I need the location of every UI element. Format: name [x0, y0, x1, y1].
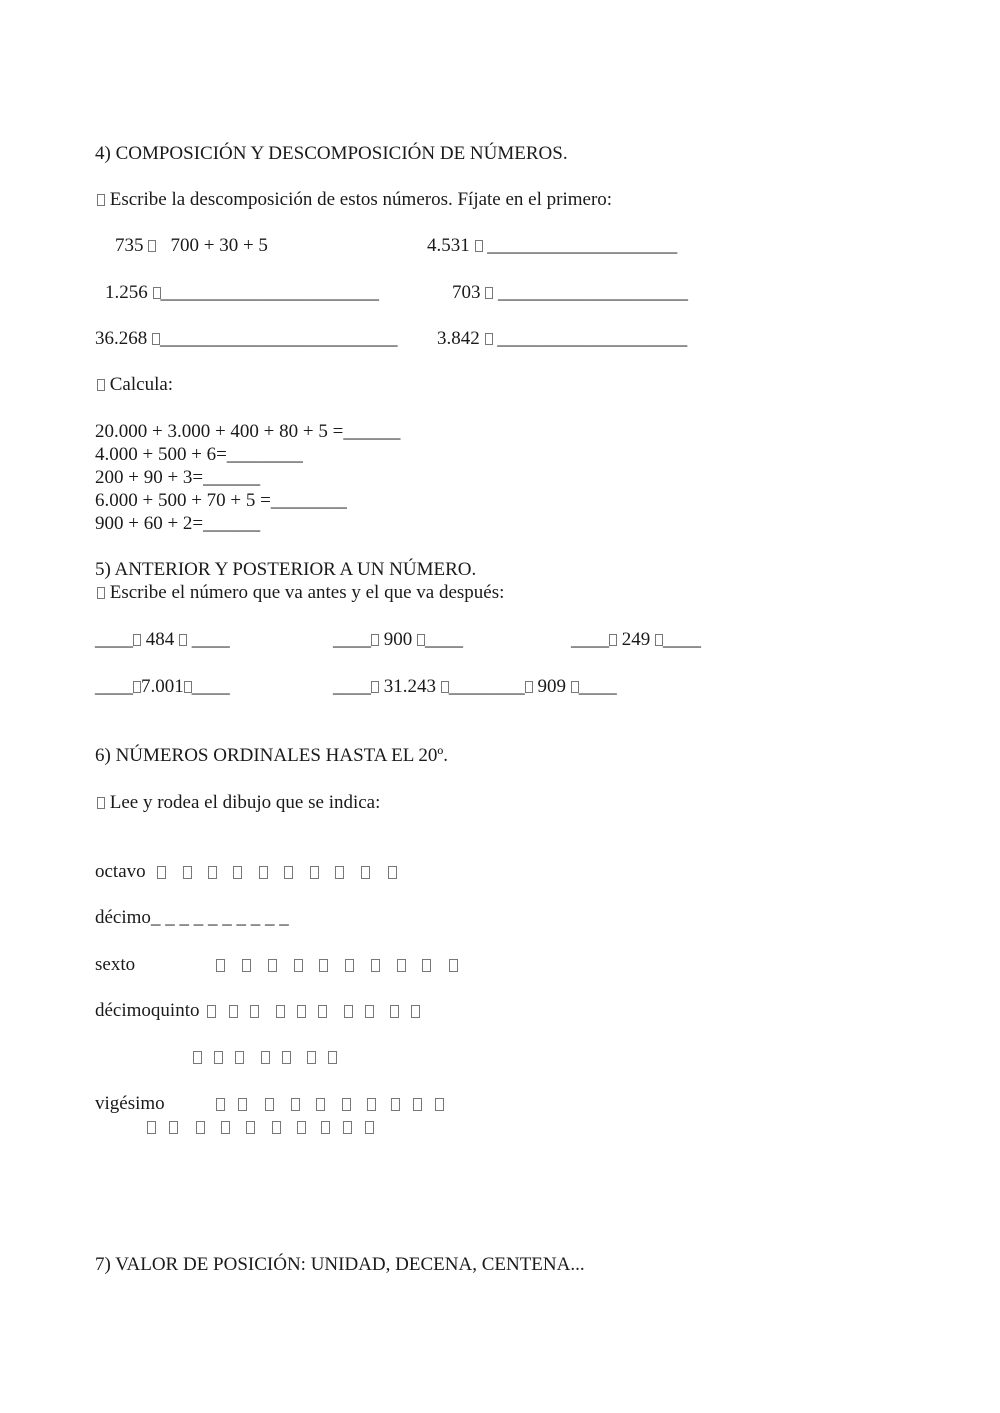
picture-icon[interactable]: [342, 1098, 351, 1111]
sequence-item[interactable]: ____ 31.243 ________ 909 ____: [333, 676, 617, 697]
decomp-row-2-right: 703 ____________________: [452, 282, 688, 303]
picture-icon[interactable]: [449, 959, 458, 972]
picture-icon[interactable]: [216, 1098, 225, 1111]
arrow-icon: [475, 240, 483, 252]
calc-line[interactable]: 4.000 + 500 + 6=________: [95, 444, 303, 465]
picture-icon[interactable]: [321, 1121, 330, 1134]
decomp-row-1-right: 4.531 ____________________: [427, 235, 678, 256]
arrow-icon: [371, 681, 379, 693]
section-7-title: 7) VALOR DE POSICIÓN: UNIDAD, DECENA, CENTENA...: [95, 1254, 585, 1275]
picture-icon[interactable]: [318, 1005, 327, 1018]
picture-icon[interactable]: [242, 959, 251, 972]
label-sexto: sexto: [95, 954, 136, 975]
picture-icon[interactable]: [291, 1098, 300, 1111]
picture-icon[interactable]: [233, 866, 242, 879]
picture-icon[interactable]: [229, 1005, 238, 1018]
picture-icon[interactable]: [411, 1005, 420, 1018]
picture-icon[interactable]: [388, 866, 397, 879]
calc-line[interactable]: 20.000 + 3.000 + 400 + 80 + 5 =______: [95, 421, 401, 442]
decimo-blank-line: _ _ _ _ _ _ _ _ _ _: [150, 907, 289, 928]
answer-blank[interactable]: _________________________: [160, 328, 398, 349]
picture-icon[interactable]: [345, 959, 354, 972]
picture-icon[interactable]: [335, 866, 344, 879]
decomp-row-2-left: 1.256 _______________________: [105, 282, 379, 303]
picture-icon[interactable]: [365, 1005, 374, 1018]
bullet-icon: [97, 379, 105, 391]
arrow-icon: [441, 681, 449, 693]
picture-icon[interactable]: [365, 1121, 374, 1134]
picture-icon[interactable]: [435, 1098, 444, 1111]
section-4-instruction: Escribe la descomposición de estos números. Fíjate en el primero:: [97, 189, 612, 211]
arrow-icon: [153, 287, 161, 299]
picture-icon[interactable]: [214, 1051, 223, 1064]
sequence-item[interactable]: ____ 7.001 ____: [95, 676, 230, 697]
label-decimoquinto: décimoquinto: [95, 1000, 200, 1021]
calc-line[interactable]: 200 + 90 + 3=______: [95, 467, 261, 488]
picture-icon[interactable]: [169, 1121, 178, 1134]
picture-icon[interactable]: [157, 866, 166, 879]
picture-icon[interactable]: [390, 1005, 399, 1018]
bullet-icon: [97, 587, 105, 599]
picture-icon[interactable]: [272, 1121, 281, 1134]
sequence-item[interactable]: ____ 900 ____: [333, 629, 463, 650]
label-vigesimo: vigésimo: [95, 1093, 165, 1114]
picture-icon[interactable]: [328, 1051, 337, 1064]
picture-icon[interactable]: [391, 1098, 400, 1111]
picture-icon[interactable]: [196, 1121, 205, 1134]
label-octavo: octavo: [95, 861, 146, 882]
picture-icon[interactable]: [343, 1121, 352, 1134]
picture-icon[interactable]: [422, 959, 431, 972]
arrow-icon: [179, 634, 187, 646]
bullet-icon: [97, 194, 105, 206]
picture-icon[interactable]: [397, 959, 406, 972]
picture-icon[interactable]: [235, 1051, 244, 1064]
arrow-icon: [133, 681, 141, 693]
picture-icon[interactable]: [207, 1005, 216, 1018]
picture-icon[interactable]: [319, 959, 328, 972]
picture-icon[interactable]: [294, 959, 303, 972]
picture-icon[interactable]: [208, 866, 217, 879]
picture-icon[interactable]: [238, 1098, 247, 1111]
picture-icon[interactable]: [216, 959, 225, 972]
answer-blank[interactable]: ____________________: [497, 328, 688, 349]
picture-icon[interactable]: [250, 1005, 259, 1018]
arrow-icon: [485, 287, 493, 299]
decomp-row-3-left: 36.268 _________________________: [95, 328, 398, 349]
picture-icon[interactable]: [344, 1005, 353, 1018]
arrow-icon: [133, 634, 141, 646]
picture-icon[interactable]: [265, 1098, 274, 1111]
answer-blank[interactable]: _______________________: [160, 282, 379, 303]
picture-icon[interactable]: [371, 959, 380, 972]
picture-icon[interactable]: [183, 866, 192, 879]
arrow-icon: [485, 333, 493, 345]
decomp-row-1-left: 735 700 + 30 + 5: [115, 235, 268, 256]
picture-icon[interactable]: [246, 1121, 255, 1134]
bullet-icon: [97, 797, 105, 809]
arrow-icon: [571, 681, 579, 693]
calc-label: Calcula:: [97, 374, 173, 396]
answer-blank[interactable]: ____________________: [487, 235, 678, 256]
arrow-icon: [525, 681, 533, 693]
picture-icon[interactable]: [221, 1121, 230, 1134]
sequence-item[interactable]: ____ 484 ____: [95, 629, 230, 650]
section-5-instruction: Escribe el número que va antes y el que va después:: [97, 582, 504, 604]
arrow-icon: [609, 634, 617, 646]
arrow-icon: [152, 333, 160, 345]
section-6-instruction: Lee y rodea el dibujo que se indica:: [97, 792, 380, 814]
picture-icon[interactable]: [282, 1051, 291, 1064]
calc-line[interactable]: 900 + 60 + 2=______: [95, 513, 261, 534]
picture-icon[interactable]: [193, 1051, 202, 1064]
picture-icon[interactable]: [284, 866, 293, 879]
section-5-title: 5) ANTERIOR Y POSTERIOR A UN NÚMERO.: [95, 559, 477, 580]
picture-icon[interactable]: [268, 959, 277, 972]
picture-icon[interactable]: [367, 1098, 376, 1111]
label-decimo: décimo_ _ _ _ _ _ _ _ _ _: [95, 907, 289, 928]
picture-icon[interactable]: [147, 1121, 156, 1134]
arrow-icon: [184, 681, 192, 693]
arrow-icon: [148, 240, 156, 252]
picture-icon[interactable]: [307, 1051, 316, 1064]
picture-icon[interactable]: [297, 1121, 306, 1134]
picture-icon[interactable]: [413, 1098, 422, 1111]
picture-icon[interactable]: [361, 866, 370, 879]
picture-icon[interactable]: [316, 1098, 325, 1111]
section-6-title: 6) NÚMEROS ORDINALES HASTA EL 20º.: [95, 745, 449, 766]
sequence-item[interactable]: ____ 249 ____: [571, 629, 701, 650]
answer-field[interactable]: 700 + 30 + 5: [170, 235, 268, 256]
picture-icon[interactable]: [310, 866, 319, 879]
calc-line[interactable]: 6.000 + 500 + 70 + 5 =________: [95, 490, 347, 511]
arrow-icon: [417, 634, 425, 646]
picture-icon[interactable]: [276, 1005, 285, 1018]
answer-blank[interactable]: ____________________: [498, 282, 688, 303]
arrow-icon: [371, 634, 379, 646]
arrow-icon: [655, 634, 663, 646]
decomp-row-3-right: 3.842 ____________________: [437, 328, 688, 349]
section-4-title: 4) COMPOSICIÓN Y DESCOMPOSICIÓN DE NÚMEROS.: [95, 143, 568, 164]
picture-icon[interactable]: [297, 1005, 306, 1018]
picture-icon[interactable]: [259, 866, 268, 879]
picture-icon[interactable]: [261, 1051, 270, 1064]
